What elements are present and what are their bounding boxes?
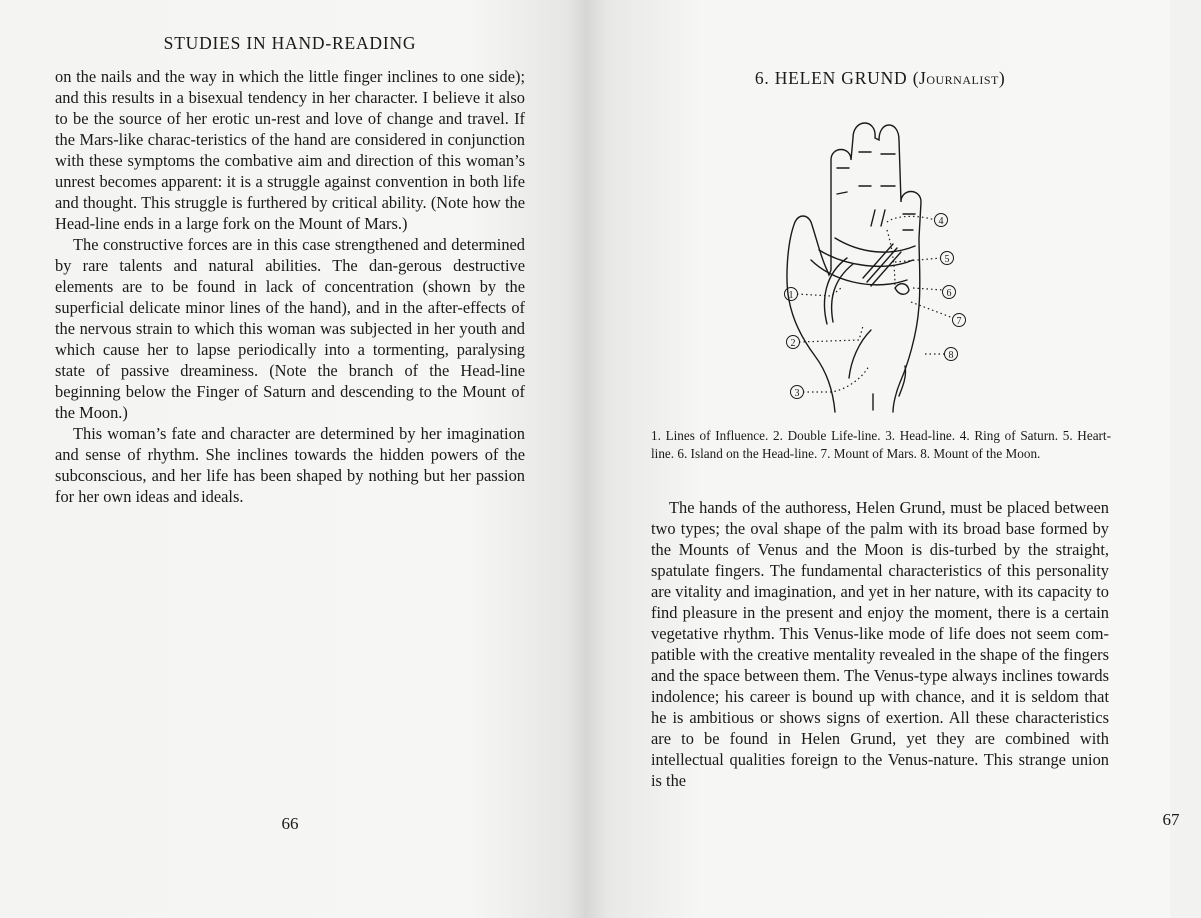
paragraph: This woman’s fate and character are determined by her imagination and sense of rhythm. She inclines towards the hidden powers of the subconscious, and her life has been shaped by nothing but her passion for her own ideas and ideals.: [55, 424, 525, 506]
running-head: STUDIES IN HAND-READING: [163, 33, 417, 53]
svg-text:6: 6: [946, 288, 952, 299]
svg-text:7: 7: [956, 316, 962, 327]
left-page-body: [55, 66, 525, 507]
marker-8: [945, 348, 958, 362]
paragraph: The constructive forces are in this case strengthened and determined by rare talents and natural abilities. The dan-gerous destructive elements are to be found in lack of concentration (shown by the superficial delicate minor lines of the hand), and in the after-effects of the nervous strain to which this woman was subjected in her youth and which cause her to lapse periodically into a tormenting, paralysing state of passive dreaminess. (Note the branch of the Head-line beginning below the Finger of Saturn and descending to the Mount of the Moon.): [55, 235, 525, 422]
marker-5: [941, 252, 954, 266]
page-number: 67: [1162, 810, 1180, 829]
hand-outline: [787, 123, 921, 412]
page-number: 66: [281, 814, 299, 833]
svg-text:3: 3: [794, 388, 800, 399]
paragraph: on the nails and the way in which the little finger inclines to one side); and this results in a bisexual tendency in her character. I believe it also to be the source of her erotic un-rest and love of change and travel. If the Mars-like charac-teristics of the hand are considered in conjunction with these symptoms the combative aim and direction of this woman’s unrest becomes apparent: it is a struggle against convention in both life and thought. This struggle is furthered by critical ability. (Note how the Head-line ends in a large fork on the Mount of Mars.): [55, 67, 525, 233]
case-role: (Journalist): [912, 68, 1006, 88]
marker-7: [953, 314, 966, 328]
right-page-body: [651, 497, 1109, 791]
paragraph: The hands of the authoress, Helen Grund, must be placed between two types; the oval shape of the palm with its broad base formed by the Mounts of Venus and the Moon is dis-turbed by the straight, spatulate fingers. The fundamental characteristics of this personality are vitality and imagination, and yet in her nature, with its capacity to find pleasure in the present and enjoy the moment, there is a certain vegetative rhythm. This Venus-like mode of life does not seem com-patible with the creative mentality revealed in the shape of the fingers and the space between them. The Venus-type always inclines towards indolence; his career is bound up with chance, and it is seldom that he is ambitious or shows signs of exertion. All these characteristics are to be found in Helen Grund, yet they are combined with intellectual qualities foreign to the Venus-nature. This strange union is the: [651, 498, 1109, 790]
left-page: [0, 0, 585, 918]
right-page: [585, 0, 1180, 918]
marker-1: [785, 288, 798, 302]
marker-2: [787, 336, 800, 350]
svg-text:4: 4: [938, 216, 944, 227]
svg-text:8: 8: [948, 350, 954, 361]
palm-diagram: [775, 110, 1015, 422]
palm-illustration: [775, 110, 1015, 422]
case-title: [645, 68, 1115, 89]
svg-text:1: 1: [788, 290, 794, 301]
case-name: 6. HELEN GRUND: [754, 68, 908, 88]
marker-6: [943, 286, 956, 300]
marker-4: [935, 214, 948, 228]
svg-text:5: 5: [944, 254, 950, 265]
figure-caption: 1. Lines of Influence. 2. Double Life-line. 3. Head-line. 4. Ring of Saturn. 5. Heart-line. 6. Island on the Head-line. 7. Mount of Mars. 8. Mount of the Moon.: [651, 428, 1111, 461]
svg-text:2: 2: [790, 338, 796, 349]
marker-3: [791, 386, 804, 400]
